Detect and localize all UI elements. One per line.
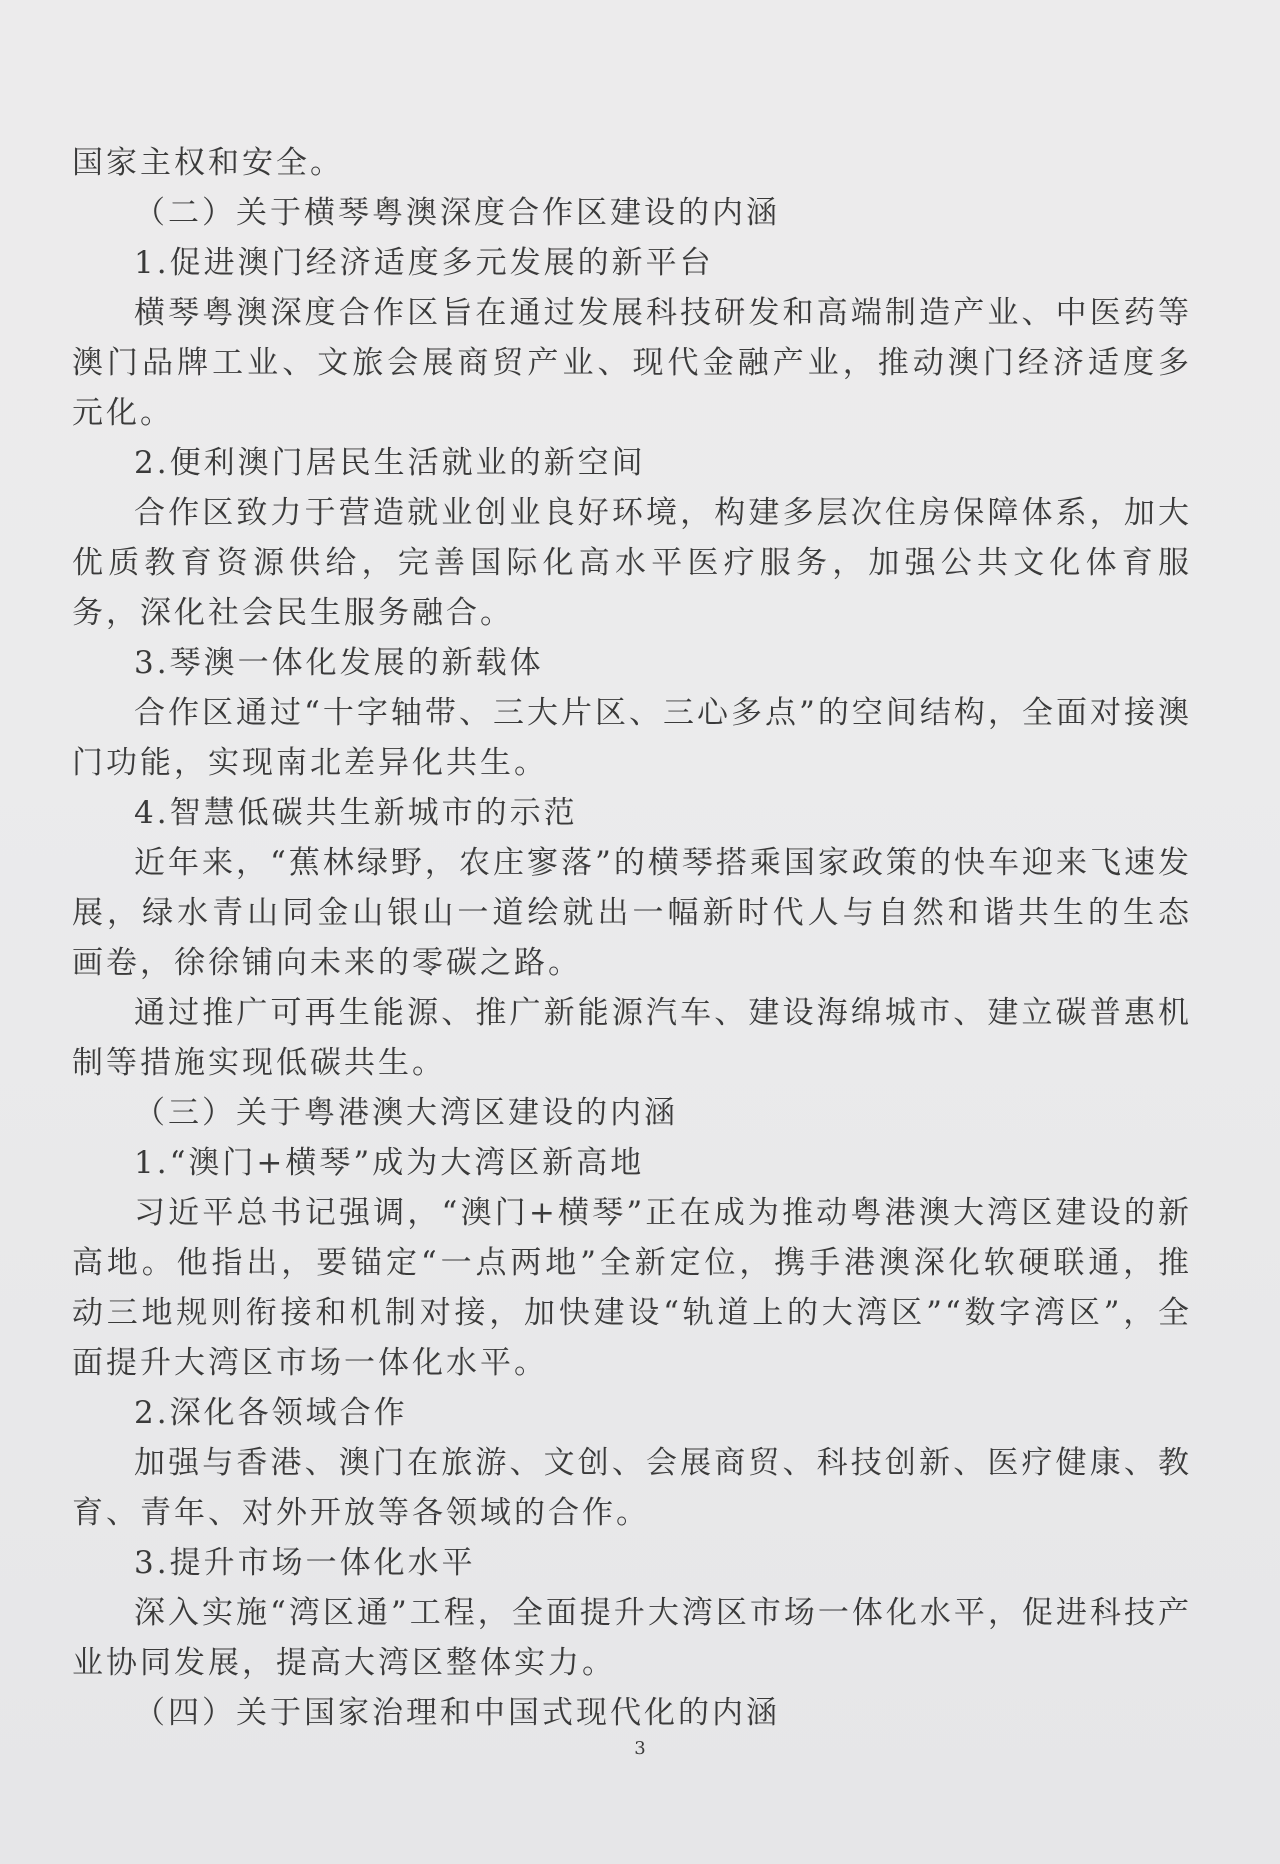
subheading-3-3: 3.提升市场一体化水平 (134, 1545, 476, 1581)
subheading-2-2: 2.便利澳门居民生活就业的新空间 (134, 445, 646, 481)
paragraph-2-4b: 通过推广可再生能源、推广新能源汽车、建设海绵城市、建立碳普惠机制等措施实现低碳共生。 (72, 995, 1192, 1081)
section-heading-4: （四）关于国家治理和中国式现代化的内涵 (134, 1695, 780, 1731)
subheading-3-1: 1.“澳门+横琴”成为大湾区新高地 (134, 1145, 645, 1181)
page-number: 3 (634, 1738, 646, 1759)
paragraph-3-3: 深入实施“湾区通”工程，全面提升大湾区市场一体化水平，促进科技产业协同发展，提高大湾区整体实力。 (72, 1595, 1192, 1681)
paragraph-2-3: 合作区通过“十字轴带、三大片区、三心多点”的空间结构，全面对接澳门功能，实现南北差异化共生。 (72, 695, 1192, 781)
paragraph-3-2: 加强与香港、澳门在旅游、文创、会展商贸、科技创新、医疗健康、教育、青年、对外开放等各领域的合作。 (72, 1445, 1192, 1531)
paragraph-2-4a: 近年来，“蕉林绿野，农庄寥落”的横琴搭乘国家政策的快车迎来飞速发展，绿水青山同金山银山一道绘就出一幅新时代人与自然和谐共生的生态画卷，徐徐铺向未来的零碳之路。 (72, 845, 1192, 981)
section-heading-2: （二）关于横琴粤澳深度合作区建设的内涵 (134, 195, 780, 231)
section-heading-3: （三）关于粤港澳大湾区建设的内涵 (134, 1095, 678, 1131)
paragraph-2-2: 合作区致力于营造就业创业良好环境，构建多层次住房保障体系，加大优质教育资源供给，完善国际化高水平医疗服务，加强公共文化体育服务，深化社会民生服务融合。 (72, 495, 1192, 631)
paragraph-3-1: 习近平总书记强调，“澳门+横琴”正在成为推动粤港澳大湾区建设的新高地。他指出，要锚定“一点两地”全新定位，携手港澳深化软硬联通，推动三地规则衔接和机制对接，加快建设“轨道上的大湾区”“数字湾区”，全面提升大湾区市场一体化水平。 (72, 1195, 1192, 1381)
subheading-3-2: 2.深化各领域合作 (134, 1395, 408, 1431)
paragraph-sovereignty: 国家主权和安全。 (72, 145, 344, 181)
subheading-2-4: 4.智慧低碳共生新城市的示范 (134, 795, 578, 831)
subheading-2-3: 3.琴澳一体化发展的新载体 (134, 645, 544, 681)
subheading-2-1: 1.促进澳门经济适度多元发展的新平台 (134, 245, 714, 281)
paragraph-2-1: 横琴粤澳深度合作区旨在通过发展科技研发和高端制造产业、中医药等澳门品牌工业、文旅会展商贸产业、现代金融产业，推动澳门经济适度多元化。 (72, 295, 1192, 431)
document-body (72, 138, 1192, 1738)
